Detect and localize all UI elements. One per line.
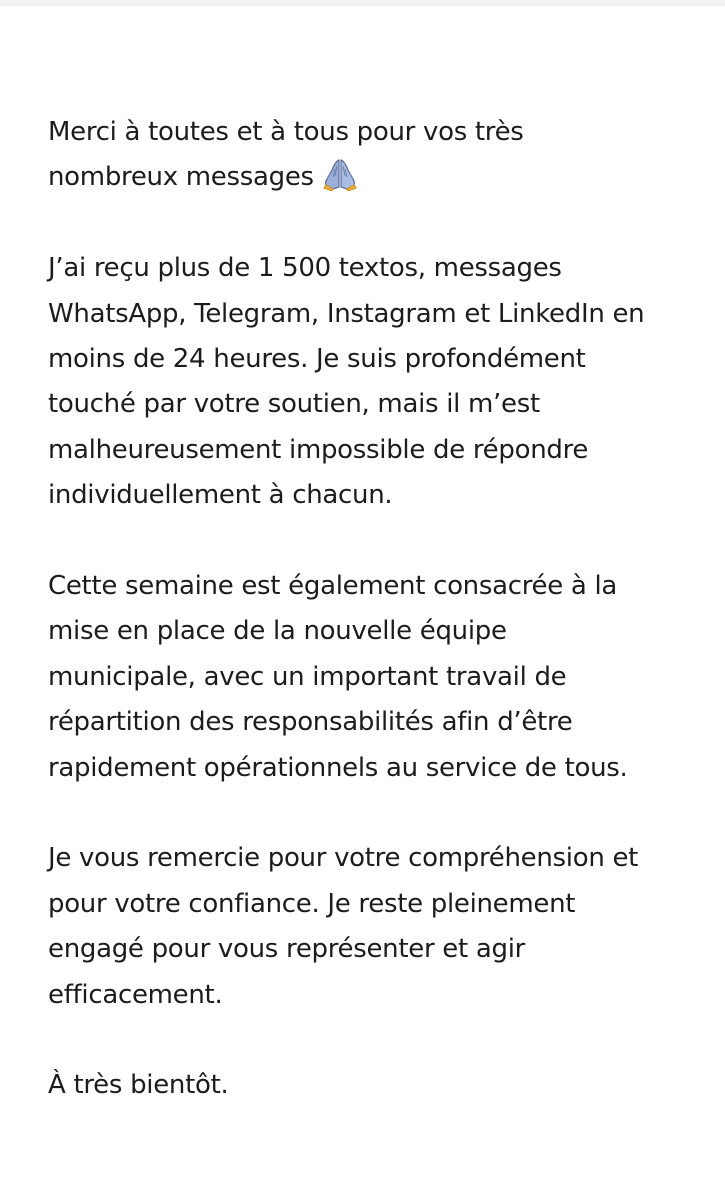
text-line: engagé pour vous représenter et agir [48,934,526,965]
paragraph-thanks [48,110,708,201]
text-line: pour votre confiance. Je reste pleinement [48,888,576,919]
text-line: J’ai reçu plus de 1 500 textos, messages [48,253,562,284]
text-line: rapidement opérationnels au service de tous. [48,752,628,783]
text-line: répartition des responsabilités afin d’être [48,707,573,738]
text-line: Merci à toutes et à tous pour vos très [48,117,524,147]
top-bar [0,0,725,6]
paragraph-municipal-team [48,564,708,791]
paragraph-spacer [48,519,708,564]
paragraph-spacer [48,201,708,246]
text-line: mise en place de la nouvelle équipe [48,616,507,647]
paragraph-spacer [48,791,708,836]
note-body[interactable] [48,110,708,1109]
text-line: nombreux messages [48,162,314,193]
paragraph-messages-received [48,246,708,518]
text-line: Je vous remercie pour votre compréhension et [48,843,639,874]
text-line: À très bientôt. [48,1070,229,1101]
text-line-with-emoji [48,155,708,200]
text-line: Cette semaine est également consacrée à la [48,571,618,602]
text-line: efficacement. [48,979,223,1010]
text-line: touché par votre soutien, mais il m’est [48,389,540,420]
paragraph-closing [48,1063,708,1108]
paragraph-spacer [48,1018,708,1063]
text-line: individuellement à chacun. [48,480,393,511]
paragraph-gratitude [48,836,708,1018]
praying-hands-icon [320,157,360,191]
text-line: malheureusement impossible de répondre [48,434,589,465]
text-line: WhatsApp, Telegram, Instagram et LinkedIn en [48,298,645,329]
text-line: municipale, avec un important travail de [48,661,567,692]
text-line: moins de 24 heures. Je suis profondément [48,344,586,375]
